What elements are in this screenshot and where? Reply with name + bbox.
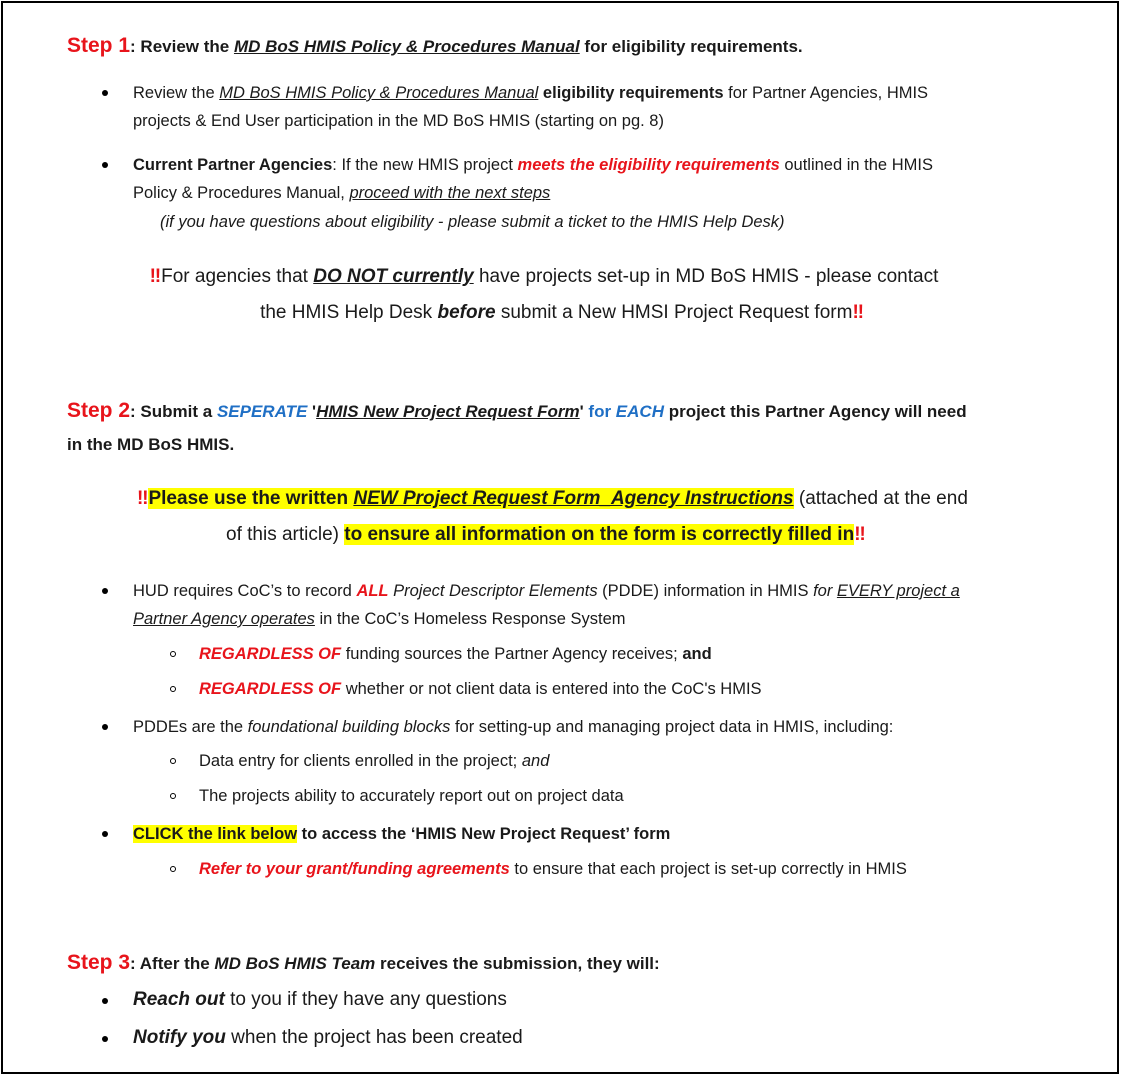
step1-heading: Step 1: Review the MD BoS HMIS Policy & Procedures Manual for eligibility requirements. [67, 34, 803, 57]
step2-number: Step 2 [67, 399, 131, 422]
step2-sub4: The projects ability to accurately report out on project data [199, 787, 624, 805]
bullet-icon [102, 831, 108, 837]
step2-bullet1-line2: Partner Agency operates in the CoC’s Homeless Response System [133, 610, 626, 628]
step2-sub1: REGARDLESS OF funding sources the Partner Agency receives; and [199, 645, 712, 663]
bullet-icon [102, 90, 108, 96]
request-form-title: HMIS New Project Request Form [316, 402, 580, 421]
double-exclamation-icon: ‼ [854, 524, 866, 545]
sub-bullet-icon [170, 758, 176, 764]
double-exclamation-icon: ‼ [852, 302, 864, 323]
step2-instructions-line2: of this article) to ensure all information on the form is correctly filled in‼ [226, 524, 866, 545]
step1-help-note: (if you have questions about eligibility - please submit a ticket to the HMIS Help Desk) [160, 213, 785, 231]
step1-bullet1-line2: projects & End User participation in the MD BoS HMIS (starting on pg. 8) [133, 112, 664, 130]
step2-instructions-line1: ‼Please use the written NEW Project Request Form_Agency Instructions (attached at the end [137, 488, 968, 509]
step2-heading: Step 2: Submit a SEPERATE 'HMIS New Project Request Form' for EACH project this Partner Agency will need [67, 399, 967, 422]
step3-bullet2: Notify you when the project has been created [133, 1027, 523, 1048]
step2-bullet2: PDDEs are the foundational building blocks for setting-up and managing project data in HMIS, including: [133, 718, 894, 736]
step3-number: Step 3 [67, 951, 131, 974]
sub-bullet-icon [170, 686, 176, 692]
step3-bullet1: Reach out to you if they have any questions [133, 989, 507, 1010]
bullet-icon [102, 588, 108, 594]
policy-manual-title: MD BoS HMIS Policy & Procedures Manual [233, 37, 580, 56]
bullet-icon [102, 998, 108, 1004]
step2-sub5: Refer to your grant/funding agreements to ensure that each project is set-up correctly in HMIS [199, 860, 907, 878]
sub-bullet-icon [170, 651, 176, 657]
step3-heading: Step 3: After the MD BoS HMIS Team receives the submission, they will: [67, 951, 660, 974]
step1-bullet2-line2: Policy & Procedures Manual, proceed with the next steps [133, 184, 551, 202]
step2-bullet3: CLICK the link below to access the ‘HMIS New Project Request’ form [133, 825, 671, 843]
bullet-icon [102, 1036, 108, 1042]
bullet-icon [102, 162, 108, 168]
step2-heading-line2: in the MD BoS HMIS. [67, 435, 235, 454]
step1-warning-line2: the HMIS Help Desk before submit a New HMSI Project Request form‼ [260, 302, 864, 323]
agency-instructions-title: NEW Project Request Form_Agency Instructions [353, 488, 794, 509]
sub-bullet-icon [170, 866, 176, 872]
bullet-icon [102, 724, 108, 730]
sub-bullet-icon [170, 793, 176, 799]
step1-bullet2-line1: Current Partner Agencies: If the new HMIS project meets the eligibility requirements outlined in the HMIS [133, 156, 933, 174]
double-exclamation-icon: ‼ [149, 266, 162, 287]
step2-bullet1-line1: HUD requires CoC’s to record ALL Project Descriptor Elements (PDDE) information in HMIS for EVERY project a [133, 582, 960, 600]
step2-sub3: Data entry for clients enrolled in the project; and [199, 752, 550, 770]
click-link-callout: CLICK the link below [133, 825, 298, 843]
step1-number: Step 1 [67, 34, 131, 57]
step2-sub2: REGARDLESS OF whether or not client data is entered into the CoC's HMIS [199, 680, 762, 698]
step1-warning-line1: ‼For agencies that DO NOT currently have projects set-up in MD BoS HMIS - please contact [149, 266, 939, 287]
double-exclamation-icon: ‼ [137, 488, 149, 509]
step1-bullet1-line1: Review the MD BoS HMIS Policy & Procedures Manual eligibility requirements for Partner Agencies, HMIS [133, 84, 929, 102]
